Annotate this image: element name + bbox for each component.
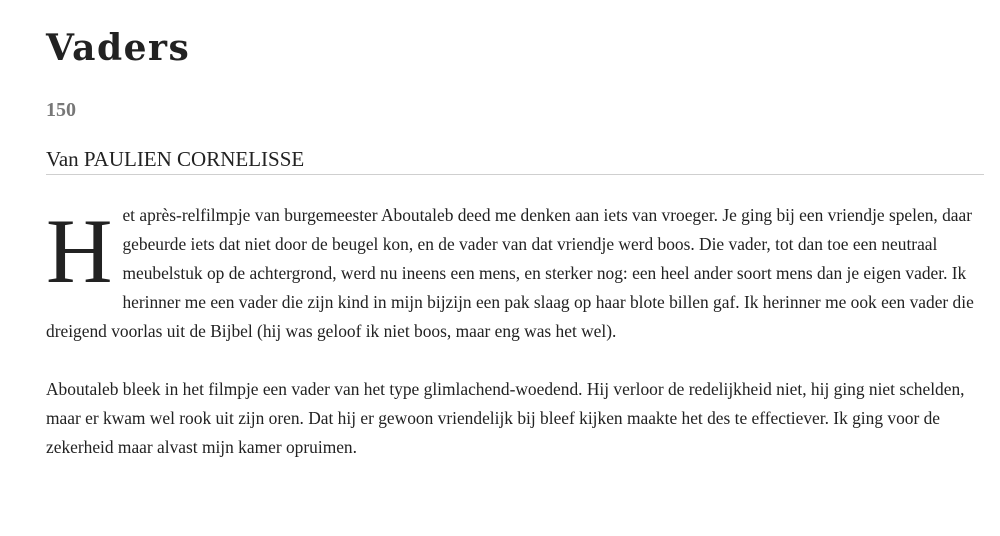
paragraph-2-text: Aboutaleb bleek in het filmpje een vader van het type glimlachend-woedend. Hij verloor de redelijkheid niet, hij ging niet schelden, maar er kwam wel rook uit zijn oren. Dat hij er gewoon vriendelijk bij bleef kijken maakte het des te effectiever. Ik ging voor de zekerheid maar alvast mijn kamer opruimen. bbox=[46, 379, 965, 457]
paragraph-2 bbox=[46, 375, 984, 462]
paragraph-1-text: et après-relfilmpje van burgemeester Aboutaleb deed me denken aan iets van vroeger. Je ging bij een vriendje spelen, daar gebeurde iets dat niet door de beugel kon, en de vader van dat vriendje werd boos. Die vader, tot dan toe een neutraal meubelstuk op de achtergrond, werd nu ineens een mens, en sterker nog: een heel ander soort mens dan je eigen vader. Ik herinner me een vader die zijn kind in mijn bijzijn een pak slaag op haar blote billen gaf. Ik herinner me ook een vader die dreigend voorlas uit de Bijbel (hij was geloof ik niet boos, maar eng was het wel). bbox=[46, 205, 974, 341]
article-title: Vaders bbox=[46, 27, 191, 69]
byline: Van PAULIEN CORNELISSE bbox=[46, 147, 984, 175]
issue-number: 150 bbox=[46, 99, 76, 121]
article-body bbox=[46, 201, 984, 462]
paragraph-1 bbox=[46, 201, 984, 346]
drop-cap: H bbox=[46, 200, 113, 302]
